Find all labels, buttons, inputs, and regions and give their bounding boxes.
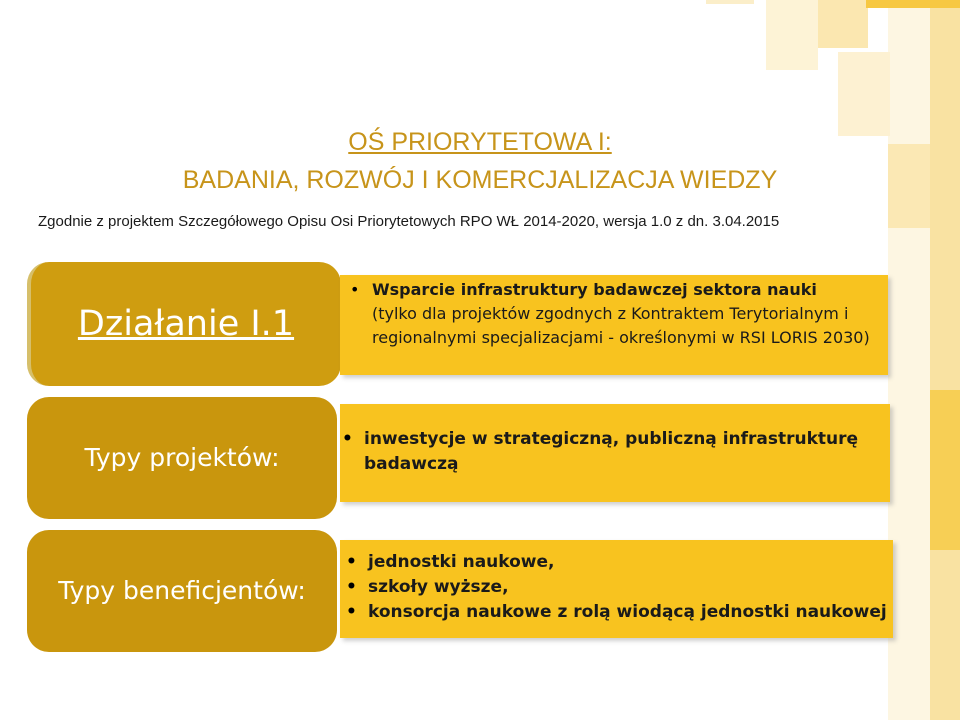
action-description-list (350, 278, 870, 350)
beneficiary-types-list (346, 550, 891, 625)
decor-block (930, 390, 960, 550)
page-title-line1: OŚ PRIORYTETOWA I: (348, 128, 612, 156)
page-title-line2: BADANIA, ROZWÓJ I KOMERCJALIZACJA WIEDZY (182, 166, 778, 194)
decor-block (706, 0, 754, 4)
decor-block (818, 0, 868, 48)
project-types-list (342, 427, 882, 477)
project-types-label: Typy projektów: (84, 443, 280, 472)
action-label-box (27, 262, 341, 386)
decor-block (930, 0, 960, 720)
subtitle: Zgodnie z projektem Szczegółowego Opisu Osi Priorytetowych RPO WŁ 2014-2020, wersja 1.0 z dn. 3.04.2015 (38, 213, 780, 230)
decor-block (766, 0, 818, 70)
beneficiary-types-label-box (27, 530, 337, 652)
list-item: • inwestycje w strategiczną, publiczną infrastrukturę badawczą (342, 427, 882, 477)
action-detail: (tylko dla projektów zgodnych z Kontraktem Terytorialnym i regionalnymi specjalizacjami - określonymi w RSI LORIS 2030) (372, 304, 870, 347)
action-label: Działanie I.1 (77, 304, 295, 344)
list-item: • szkoły wyższe, (346, 575, 891, 600)
beneficiary-types-box (340, 540, 893, 638)
beneficiary-types-label: Typy beneficjentów: (58, 576, 306, 605)
project-types-box (340, 404, 890, 502)
list-item (350, 278, 870, 350)
decor-block (866, 0, 960, 8)
list-item: • konsorcja naukowe z rolą wiodącą jednostki naukowej (346, 600, 891, 625)
list-item: • jednostki naukowe, (346, 550, 891, 575)
decor-block (838, 52, 890, 136)
action-description-box (340, 275, 888, 375)
action-title: Wsparcie infrastruktury badawczej sektora nauki (372, 280, 817, 299)
project-types-label-box (27, 397, 337, 519)
